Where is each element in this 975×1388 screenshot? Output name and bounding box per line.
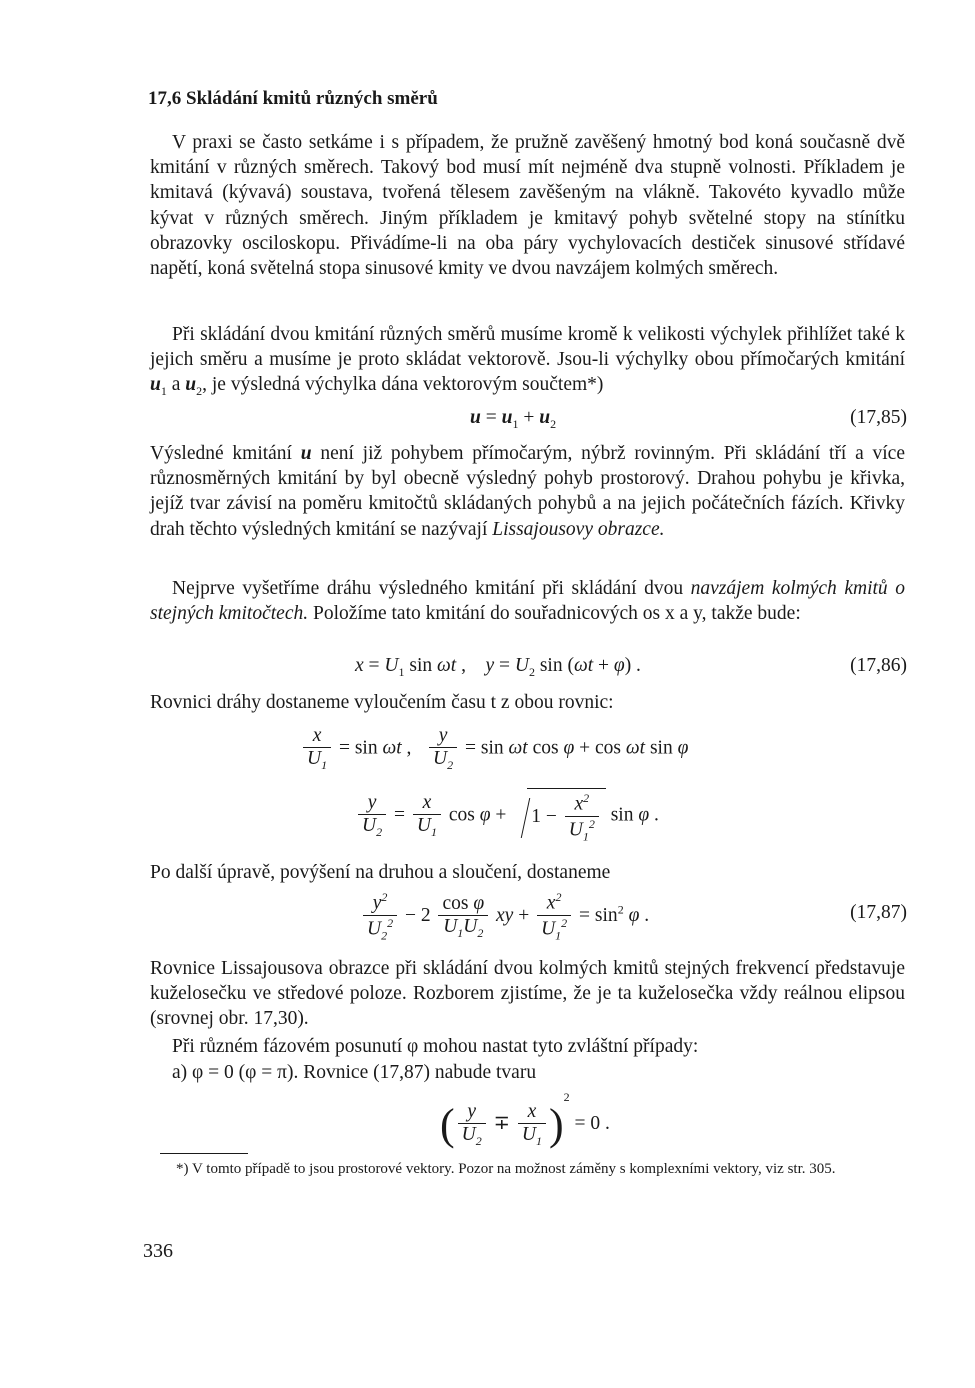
paragraph-vector-sum-part2: , je výsledná výchylka dána vektorovým součtem*) [202,374,604,396]
footnote: *) V tomto případě to jsou prostorové vektory. Pozor na možnost záměny s komplexními vektory, viz str. 305. [176,1161,836,1177]
footnote-divider [160,1153,248,1154]
paragraph-eliminate-time: Rovnici dráhy dostaneme vyloučením času t z obou rovnic: [150,692,614,713]
paragraph-special-cases: Při různém fázovém posunutí φ mohou nastat tyto zvláštní případy: [172,1036,699,1057]
equation-case-a: ( $\frac{y}{U_2}$ ∓ $\frac{x}{U_1}$ )$^2$ = 0 . [440,1090,610,1150]
paragraph-ellipse: Rovnice Lissajousova obrazce při skládání dvou kolmých kmitů stejných frekvencí představuje kuželosečku ve středové poloze. Rozborem zjistíme, že je ta kuželosečka vždy reálnou elipsou (srovnej obr. 17,30). [150,958,905,1030]
equation-number-17-86: (17,86) [850,655,907,676]
paragraph-case-a: a) φ = 0 (φ = π). Rovnice (17,87) nabude tvaru [172,1062,537,1083]
equation-17-86: $x = U_1$ sin ωt , $y = U_2$ sin (ωt + φ) . [355,655,641,679]
lissajous-term: Lissajousovy obrazce. [492,518,665,540]
paragraph-lissajous: Výsledné kmitání u není již pohybem přímočarým, nýbrž rovinným. Při skládání tří a více různosměrných kmitání by byl obecně výsledný pohyb prostorový. Drahou pohybu je křivka, jejíž tvar závisí na poměru kmitočtů skládaných pohybů a na jejich počátečních fázích. Křivky drah těchto výsledných kmitání se nazývají Lissajousovy obrazce. [150,443,905,540]
equation-y-over-u2: $\frac{y}{U_2}$ = $\frac{x}{U_1}$ cos φ + 1 − $\frac{x^2}{U_1^2}$ sin φ . [355,788,659,844]
equation-number-17-87: (17,87) [850,902,907,923]
paragraph-lissajous-part1: Výsledné kmitání [150,443,301,464]
perpendicular-term: navzájem kolmých kmitů o stejných kmitočtech. [150,578,905,625]
paragraph-perpendicular-part1: Nejprve vyšetříme dráhu výsledného kmitání při skládání dvou [172,578,691,599]
paragraph-perpendicular [150,576,905,626]
paragraph-perpendicular-part2: Položíme tato kmitání do souřadnicových os x a y, takže bude: [308,603,801,625]
equation-number-17-85: (17,85) [850,407,907,428]
paragraph-intro: V praxi se často setkáme i s případem, že pružně zavěšený hmotný bod koná současně dvě kmitání v různých směrech. Takový bod musí mít nejméně dva stupně volnosti. Příkladem je kmitavá (kývavá) soustava, tvořená tělesem zavěšeným na vlákně. Takovéto kyvadlo může kývat v různých směrech. Jiným příkladem je kmitavý pohyb světelné stopy na stínítku obrazovky osciloskopu. Přivádíme-li na oba páry vychylovacích destiček sinusové střídavé napětí, koná světelná stopa sinusové kmity ve dvou navzájem kolmých směrech. [150,132,905,280]
paragraph-lissajous-part2: není již pohybem přímočarým, nýbrž rovinným. Při skládání tří a více různosměrných kmitání by byl obecně výsledný pohyb prostorový. Drahou pohybu je křivka, jejíž tvar závisí na poměru kmitočtů skládaných pohybů a na jejich počátečních fázích. Křivky drah těchto výsledných kmitání se nazývají [150,443,905,540]
section-heading: 17,6 Skládání kmitů různých směrů [148,88,438,109]
paragraph-next-step: Po další úpravě, povýšení na druhou a sloučení, dostaneme [150,862,611,883]
paragraph-vector-sum: Při skládání dvou kmitání různých směrů musíme kromě k velikosti výchylek přihlížet také k jejich směru a musíme je proto skládat vektorově. Jsou-li výchylky obou přímočarých kmitání $u_1$ a $u_2$, je výsledná výchylka dána vektorovým součtem*) [150,324,905,399]
equation-17-85: $u = u_1 + u_2$ [470,407,557,431]
page-number: 336 [143,1240,173,1262]
equation-sin-forms: $\frac{x}{U_1}$ = sin ωt , $\frac{y}{U_2}$ = sin ωt cos φ + cos ωt sin φ [300,725,688,773]
equation-17-87: $\frac{y^2}{U_2^2}$ − 2 $\frac{\text{cos φ}}{U_1U_2}$ xy + $\frac{x^2}{U_1^2}$ = $\sin^2 \varphi$ . [360,890,649,943]
paragraph-vector-sum-part1: Při skládání dvou kmitání různých směrů musíme kromě k velikosti výchylek přihlížet také k jejich směru a musíme je proto skládat vektorově. Jsou-li výchylky obou přímočarých kmitání [150,324,905,371]
